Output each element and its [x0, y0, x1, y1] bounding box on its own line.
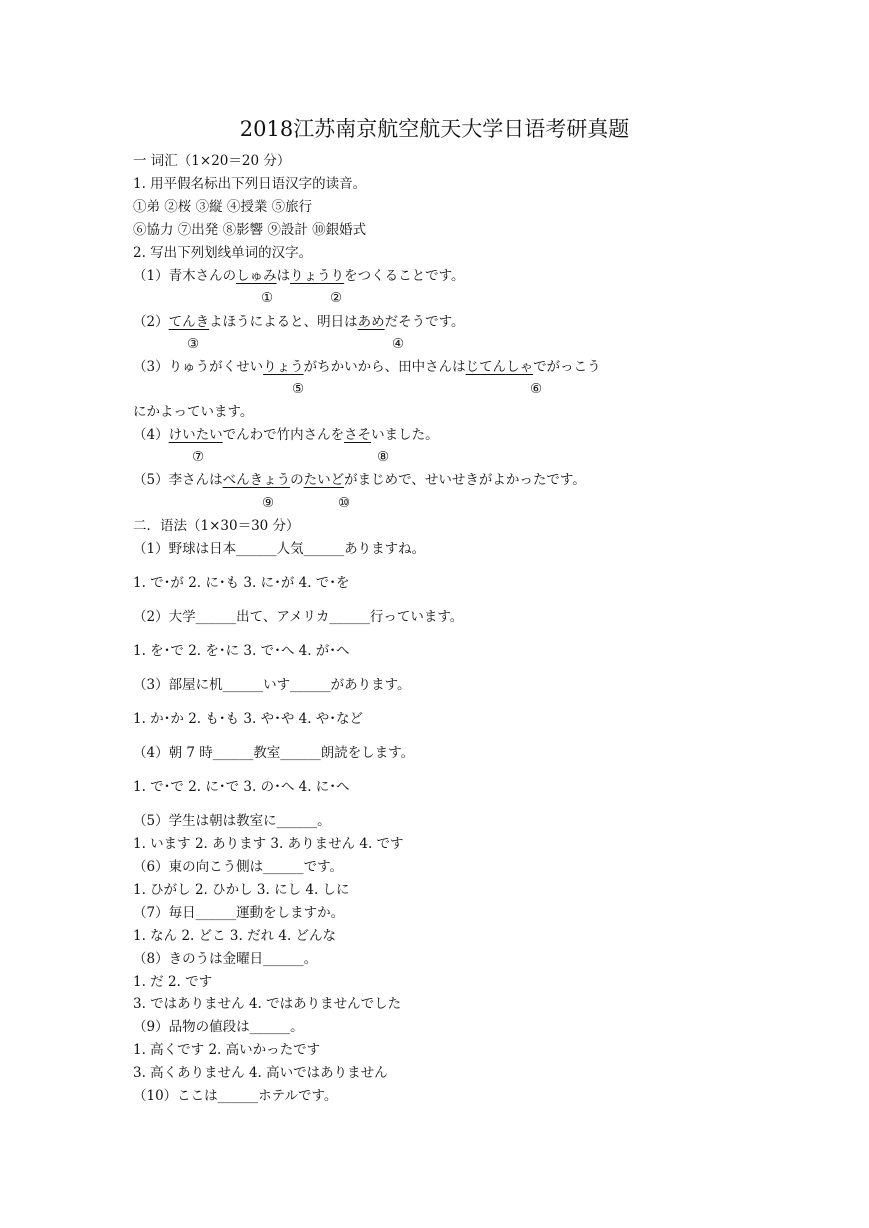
circled-mark: ⑨	[262, 495, 275, 511]
underlined-word: けいたい	[168, 427, 223, 443]
circled-mark: ③	[187, 336, 200, 352]
circled-mark: ⑩	[338, 495, 351, 511]
sentence-text: （3）りゅうがくせい	[133, 359, 264, 375]
underlined-word: たいど	[303, 472, 345, 488]
vocab-sentence-4	[133, 427, 439, 443]
sentence-text: よほうによると、明日は	[209, 314, 358, 330]
circled-mark: ⑤	[292, 381, 305, 397]
vocab-q1-row-2: ⑥協力 ⑦出発 ⑧影響 ⑨設計 ⑩銀婚式	[133, 222, 367, 238]
sentence-text: （5）李さんは	[133, 472, 223, 488]
vocab-question-1: 1. 用平假名标出下列日语汉字的读音。	[133, 176, 367, 192]
sentence-text: の	[290, 472, 304, 488]
circled-mark: ④	[392, 336, 405, 352]
sentence-text: いました。	[371, 427, 439, 443]
vocab-sentence-2	[133, 314, 465, 330]
sentence-text: がちかいから、田中さんは	[303, 359, 466, 375]
vocab-sentence-5	[133, 472, 586, 488]
sentence-text: をつくることです。	[344, 268, 465, 284]
underlined-word: てんき	[168, 314, 210, 330]
grammar-question-8: （8）きのうは金曜日______。	[133, 951, 318, 967]
underlined-word: べんきょう	[222, 472, 291, 488]
sentence-text: は	[276, 268, 291, 284]
grammar-options-3: 1. か･か 2. も･も 3. や･や 4. や･など	[133, 711, 364, 727]
sentence-text: がまじめで、せいせきがよかったです。	[344, 472, 586, 488]
vocab-question-2: 2. 写出下列划线单词的汉字。	[133, 245, 313, 261]
grammar-options-6: 1. ひがし 2. ひかし 3. にし 4. しに	[133, 882, 350, 898]
vocab-sentence-3	[133, 359, 601, 375]
grammar-options-4: 1. で･で 2. に･で 3. の･へ 4. に･へ	[133, 779, 350, 795]
grammar-options-5: 1. います 2. あります 3. ありません 4. です	[133, 836, 404, 852]
grammar-question-1: （1）野球は日本______人気______ありますね。	[133, 541, 426, 557]
grammar-options-9b: 3. 高くありません 4. 高いではありません	[133, 1065, 388, 1081]
underlined-word: りょうり	[290, 268, 345, 284]
vocab-sentence-3-continued: にかよっています。	[133, 404, 254, 420]
grammar-question-5: （5）学生は朝は教室に______。	[133, 813, 331, 829]
underlined-word: あめ	[357, 314, 385, 330]
grammar-options-8b: 3. ではありません 4. ではありませんでした	[133, 996, 402, 1012]
grammar-question-10: （10）ここは______ホテルです。	[133, 1088, 338, 1104]
grammar-question-6: （6）東の向こう側は______です。	[133, 859, 344, 875]
grammar-heading: 二．语法（1×30＝30 分）	[133, 518, 300, 534]
sentence-text: でんわで竹内さんを	[222, 427, 345, 443]
grammar-question-3: （3）部屋に机______いす______があります。	[133, 677, 411, 693]
grammar-options-7: 1. なん 2. どこ 3. だれ 4. どんな	[133, 928, 337, 944]
grammar-question-9: （9）品物の値段は______。	[133, 1019, 304, 1035]
grammar-question-4: （4）朝 7 時______教室______朗読をします。	[133, 745, 415, 761]
vocab-heading: 一 词汇（1×20＝20 分）	[133, 153, 291, 169]
circled-mark: ①	[261, 290, 274, 306]
sentence-text: だそうです。	[384, 314, 465, 330]
sentence-text: （2）	[133, 314, 169, 330]
sentence-text: （4）	[133, 427, 169, 443]
underlined-word: りょう	[263, 359, 304, 375]
circled-mark: ⑦	[192, 449, 205, 465]
vocab-sentence-1	[133, 268, 465, 284]
grammar-question-2: （2）大学______出て、アメリカ______行っています。	[133, 609, 464, 625]
circled-mark: ②	[330, 290, 343, 306]
underlined-word: さそ	[344, 427, 372, 443]
grammar-options-2: 1. を･で 2. を･に 3. で･へ 4. が･へ	[133, 643, 350, 659]
sentence-text: でがっこう	[533, 359, 601, 375]
sentence-text: （1）青木さんの	[133, 268, 237, 284]
vocab-q1-row-1: ①弟 ②桜 ③縦 ④授業 ⑤旅行	[133, 199, 313, 215]
circled-mark: ⑥	[530, 381, 543, 397]
circled-mark: ⑧	[377, 449, 390, 465]
grammar-question-7: （7）毎日______運動をしますか。	[133, 905, 345, 921]
document-title: 2018江苏南京航空航天大学日语考研真题	[239, 117, 630, 141]
underlined-word: しゅみ	[236, 268, 277, 284]
grammar-options-1: 1. で･が 2. に･も 3. に･が 4. で･を	[133, 575, 350, 591]
grammar-options-8a: 1. だ 2. です	[133, 974, 213, 990]
grammar-options-9a: 1. 高くです 2. 高いかったです	[133, 1042, 321, 1058]
underlined-word: じてんしゃ	[465, 359, 534, 375]
